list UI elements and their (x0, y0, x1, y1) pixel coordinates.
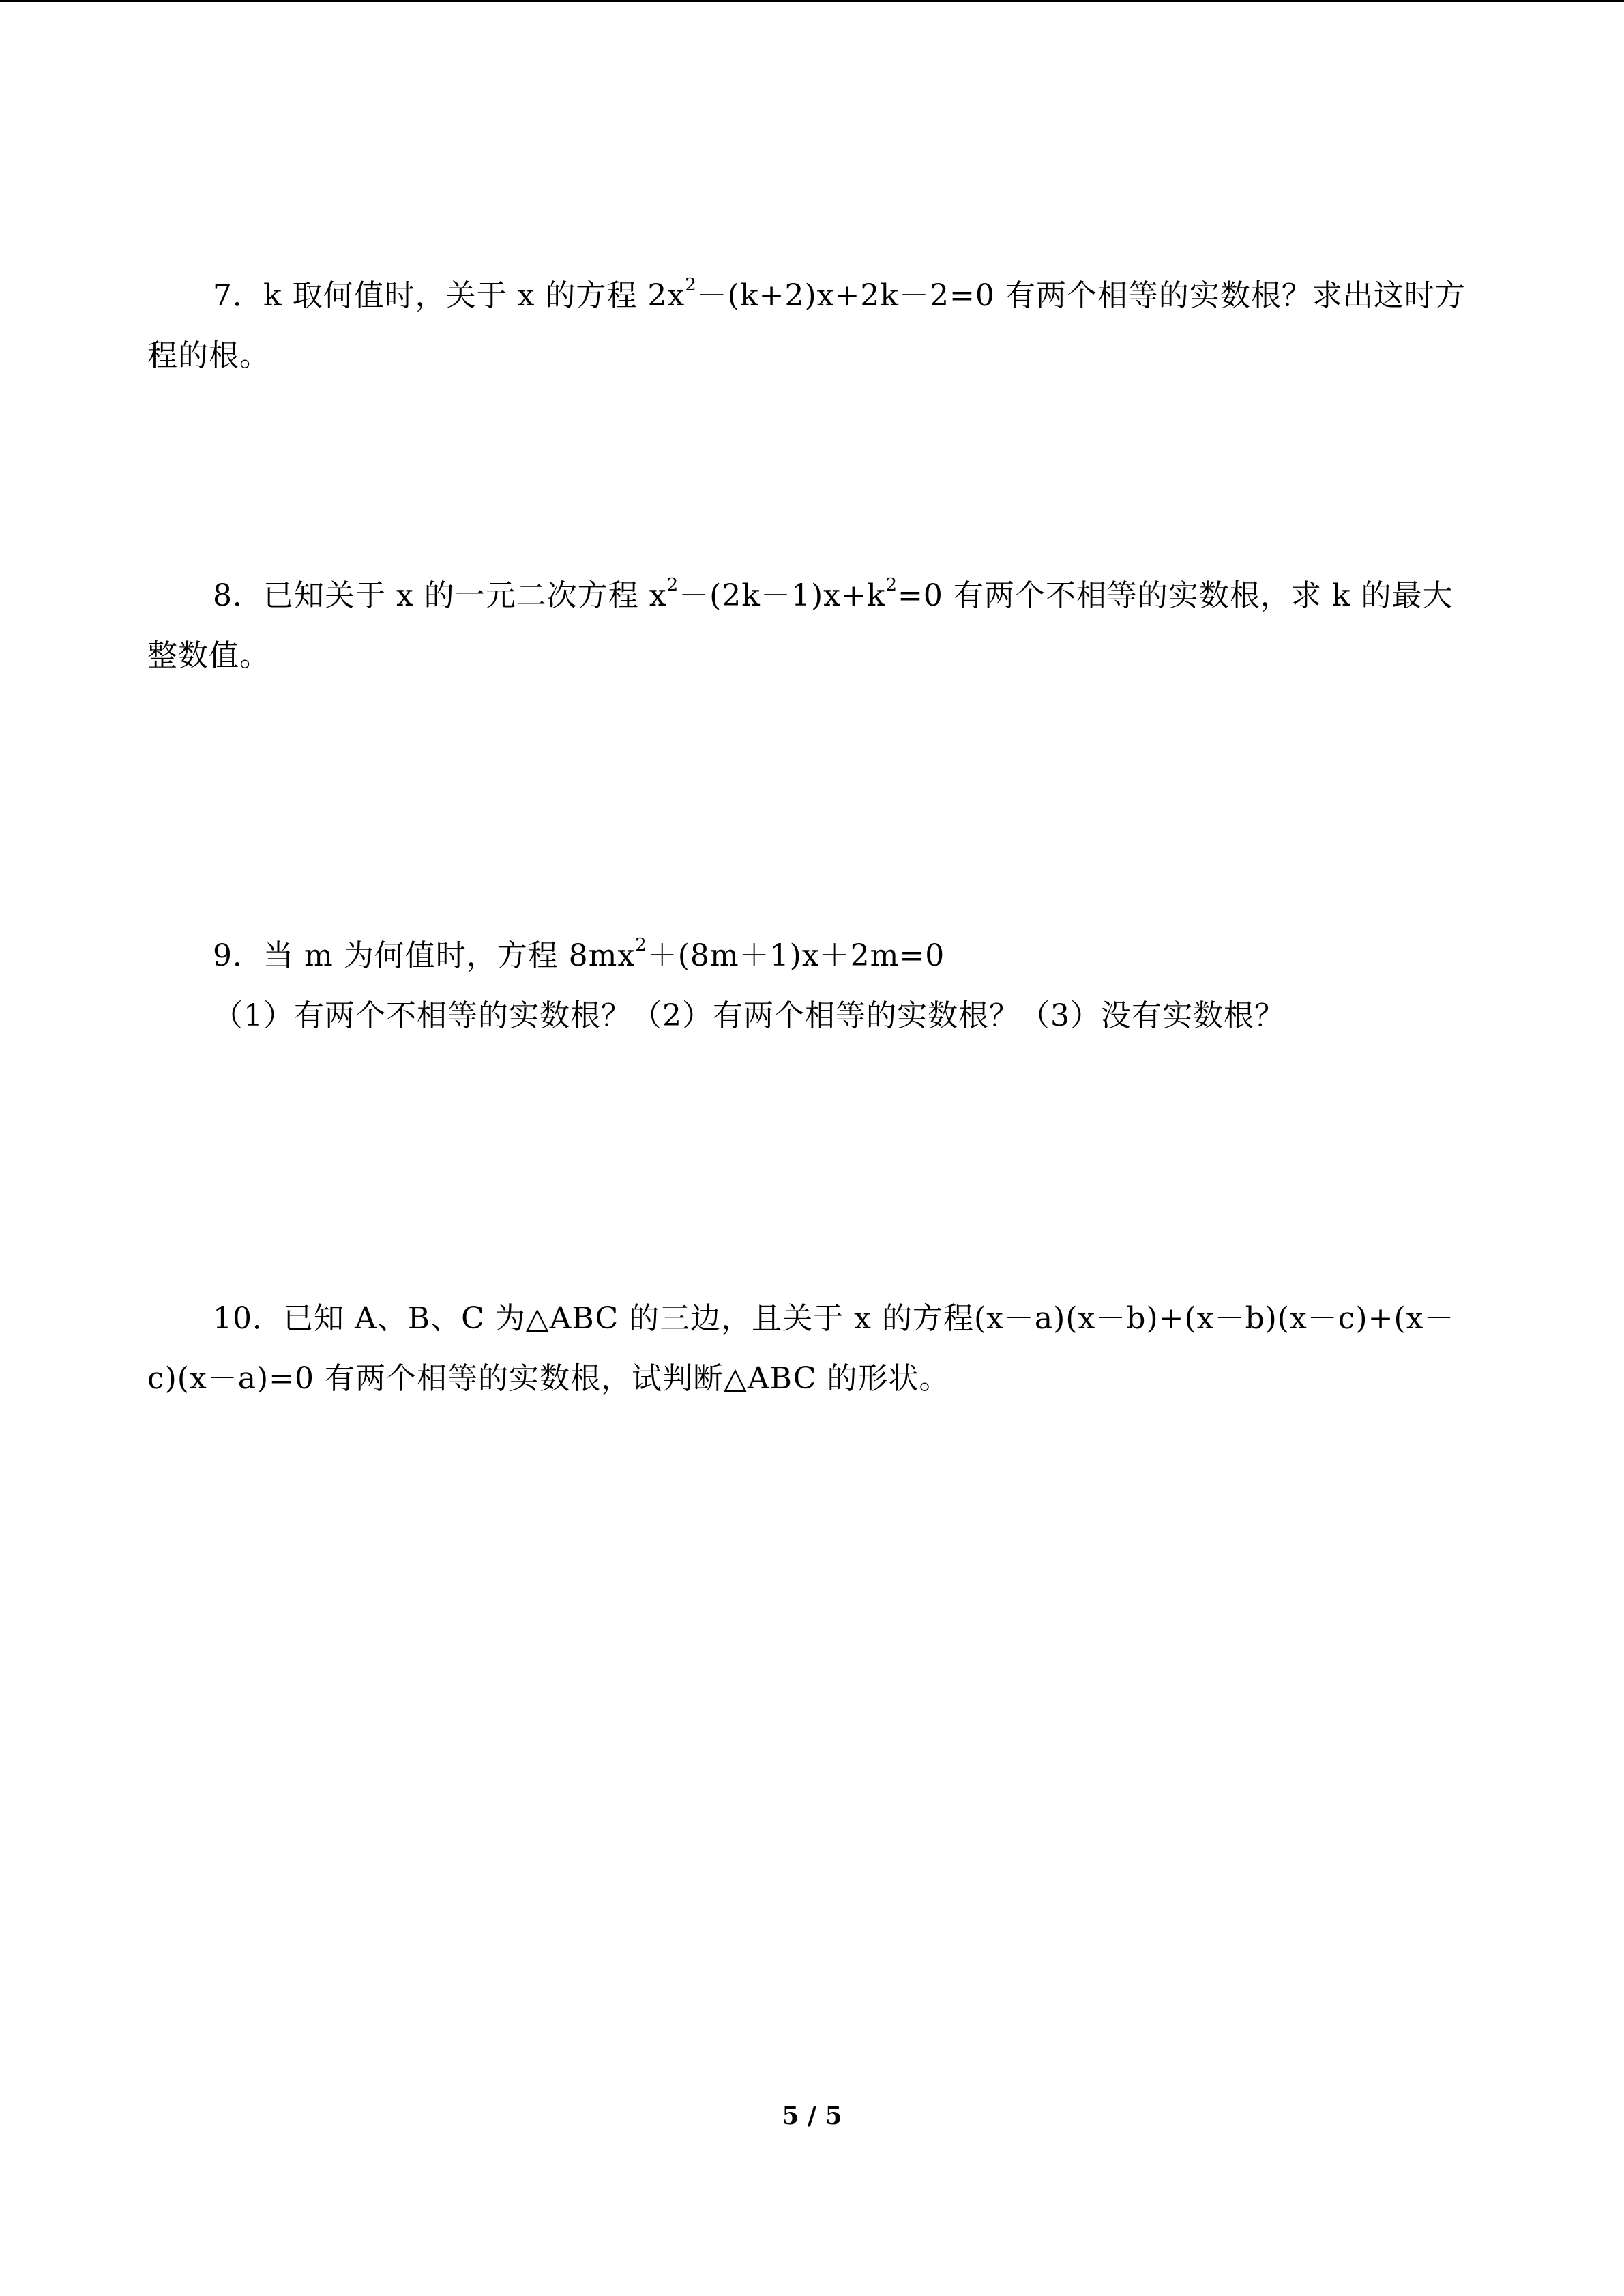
problem-7-text-a: 7．k 取何值时，关于 x 的方程 2x (213, 278, 685, 313)
problem-8-exponent-1: 2 (666, 575, 679, 596)
problem-9-text-b: ＋(8m＋1)x＋2m=0 (647, 938, 945, 973)
problem-7-line-2: 程的根。 (147, 338, 270, 373)
page-number: 5 / 5 (782, 2102, 842, 2130)
problem-8-line-2: 整数值。 (147, 638, 270, 673)
problem-9-subquestions: （1）有两个不相等的实数根？（2）有两个相等的实数根？（3）没有实数根？ (213, 998, 1285, 1033)
problem-8-text-c: =0 有两个不相等的实数根，求 k 的最大 (898, 578, 1453, 613)
problem-7-exponent: 2 (685, 275, 697, 296)
problem-9 (147, 926, 1457, 1046)
problem-9-line-1 (147, 926, 1457, 986)
problem-9-text-a: 9．当 m 为何值时，方程 8mx (213, 938, 636, 973)
problem-10-line-2: c)(x－a)=0 有两个相等的实数根，试判断△ABC 的形状。 (147, 1361, 950, 1396)
problem-8-line-1 (147, 566, 1457, 626)
problem-8-text-a: 8．已知关于 x 的一元二次方程 x (213, 578, 667, 613)
problem-10 (147, 1289, 1457, 1409)
problem-10-line-1: 10．已知 A、B、C 为△ABC 的三边，且关于 x 的方程(x－a)(x－b)+(x－b)(x－c)+(x－ (213, 1301, 1455, 1336)
problem-7-line-1 (147, 266, 1466, 326)
problem-9-exponent: 2 (635, 935, 647, 956)
problem-7-text-b: －(k+2)x+2k－2=0 有两个相等的实数根？求出这时方 (696, 278, 1466, 313)
problem-8 (147, 566, 1457, 686)
problem-8-text-b: －(2k－1)x+k (679, 578, 886, 613)
problem-7 (147, 266, 1466, 386)
problem-8-exponent-2: 2 (885, 575, 898, 596)
